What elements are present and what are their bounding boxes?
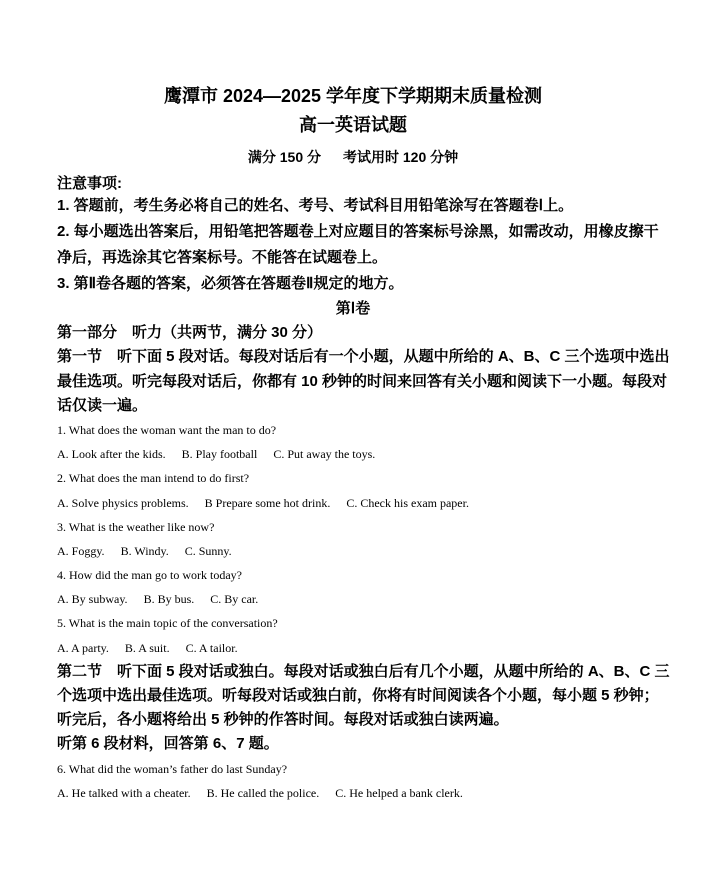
question-text: 6. What did the woman’s father do last Sunday?: [57, 761, 288, 776]
question-text: 4. How did the man go to work today?: [57, 568, 242, 583]
option-b: B. He called the police.: [206, 785, 320, 800]
time-info: 考试用时 120 分钟: [343, 149, 459, 165]
section2-intro-line-1: 第二节 听下面 5 段对话或独白。每段对话或独白后有几个小题，从题中所给的 A、B、C 三: [57, 662, 670, 680]
option-a: A. A party.: [57, 640, 109, 655]
option-b: B. Play football: [181, 447, 258, 462]
option-a: A. By subway.: [57, 592, 128, 607]
question-text: 3. What is the weather like now?: [57, 519, 215, 534]
option-b: B. Windy.: [120, 543, 169, 558]
option-c: C. He helped a bank clerk.: [335, 785, 463, 800]
part1-heading: 第一部分 听力（共两节，满分 30 分）: [57, 324, 323, 342]
section2-intro-line-3: 听完后，各小题将给出 5 秒钟的作答时间。每段对话或独白读两遍。: [57, 711, 509, 729]
option-a: A. Solve physics problems.: [57, 495, 189, 510]
question-options: [57, 491, 649, 515]
option-c: C. Sunny.: [184, 543, 232, 558]
section1-intro-line-1: 第一节 听下面 5 段对话。每段对话后有一个小题，从题中所给的 A、B、C 三个选项中选出: [57, 348, 670, 366]
option-a: A. He talked with a cheater.: [57, 785, 191, 800]
document-title: 鹰潭市 2024—2025 学年度下学期期末质量检测: [163, 86, 543, 106]
section1-intro-line-2: 最佳选项。听完每段对话后，你都有 10 秒钟的时间来回答有关小题和阅读下一小题。每段对: [57, 372, 668, 390]
section2-intro-line-2: 个选项中选出最佳选项。听每段对话或独白前，你将有时间阅读各个小题，每小题 5 秒钟；: [57, 687, 659, 704]
score-info: 满分 150 分: [247, 149, 321, 165]
notice-line-4: 3. 第Ⅱ卷各题的答案，必须答在答题卷Ⅱ规定的地方。: [57, 275, 404, 292]
option-c: C. By car.: [210, 592, 259, 607]
option-c: C. Check his exam paper.: [346, 495, 469, 510]
document-subtitle: 高一英语试题: [299, 115, 407, 135]
option-c: C. Put away the toys.: [273, 447, 376, 462]
option-a: A. Look after the kids.: [57, 447, 166, 462]
question-text: 1. What does the woman want the man to do?: [57, 422, 277, 437]
notice-heading: 注意事项:: [57, 175, 122, 192]
option-a: A. Foggy.: [57, 543, 105, 558]
question-text: 5. What is the main topic of the conversation?: [57, 616, 278, 631]
option-b: B. A suit.: [124, 640, 170, 655]
notice-line-1: 1. 答题前，考生务必将自己的姓名、考号、考试科目用铅笔涂写在答题卷Ⅰ上。: [57, 197, 574, 214]
question-text: 2. What does the man intend to do first?: [57, 471, 250, 486]
notice-line-2: 2. 每小题选出答案后，用铅笔把答题卷上对应题目的答案标号涂黑，如需改动，用橡皮擦干: [57, 223, 659, 240]
notice-line-3: 净后，再选涂其它答案标号。不能答在试题卷上。: [57, 249, 388, 266]
question-options: [57, 636, 649, 660]
material-heading: 听第 6 段材料，回答第 6、7 题。: [57, 735, 279, 753]
option-c: C. A tailor.: [185, 640, 238, 655]
question-options: [57, 587, 649, 611]
question-options: [57, 539, 649, 563]
section1-intro-line-3: 话仅读一遍。: [57, 396, 148, 414]
question-options: [57, 442, 649, 466]
exam-info-line: [57, 148, 649, 166]
option-b: B Prepare some hot drink.: [204, 495, 331, 510]
option-b: B. By bus.: [143, 592, 195, 607]
volume-heading: 第Ⅰ卷: [335, 300, 371, 317]
question-options: [57, 781, 649, 805]
